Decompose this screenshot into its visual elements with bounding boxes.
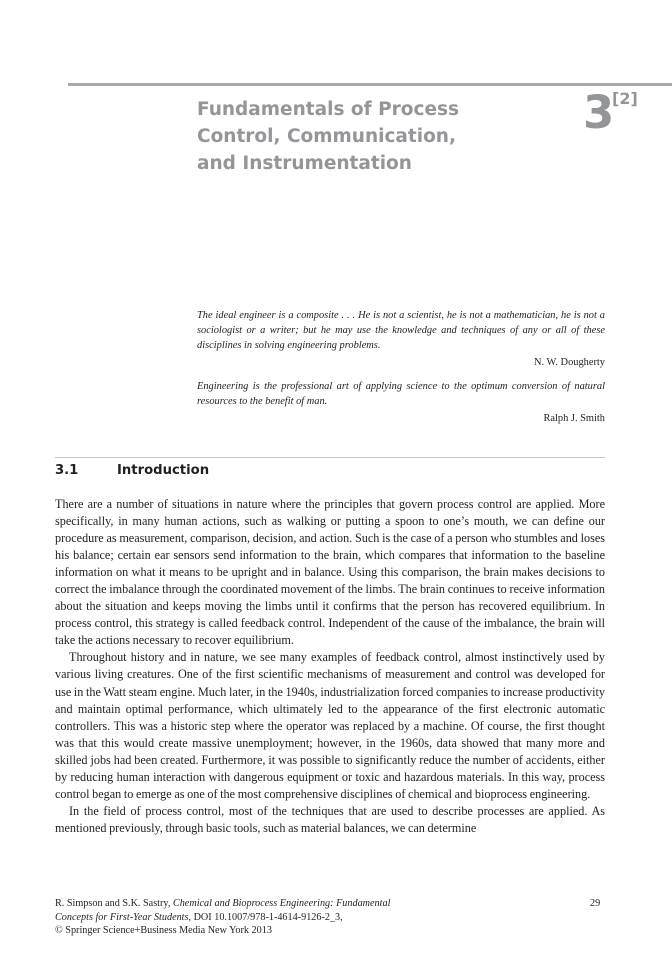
footer-line-1: [55, 897, 605, 911]
chapter-title-line-2: Control, Communication,: [197, 126, 457, 147]
epigraph-quote-2: Engineering is the professional art of applying science to the optimum conversion of natural resources to the benefit of man.: [197, 381, 605, 407]
paragraph-1: There are a number of situations in nature where the principles that govern process control are applied. More specifically, in many human actions, such as walking or putting a spoon to one’s mouth, we can define our procedure as measurement, comparison, decision, and action. Such is the case of a person who stumbles and loses his balance; certain ear sensors send information to the brain, which compares that information to the baseline information on what it means to be upright and in balance. Using this comparison, the brain makes decisions to correct the imbalance through the coordinated movement of the limbs. The brain continues to receive information about the situation and keeps moving the limbs until it confirms that the person has recovered equilibrium. In process control, this strategy is called feedback control. Independent of the cause of the imbalance, the brain will take the actions necessary to recover equilibrium.: [55, 497, 605, 648]
epigraphs: [197, 308, 605, 426]
top-rule: [68, 83, 672, 86]
footer-book-title-2: Concepts for First-Year Students: [55, 911, 189, 923]
chapter-number: 3: [583, 86, 615, 139]
chapter-title-line-3: and Instrumentation: [197, 153, 412, 174]
chapter-reference: [2]: [612, 89, 638, 108]
footer-citation: [55, 897, 605, 938]
paragraph-3: In the field of process control, most of the techniques that are used to describe processes are applied. As mentioned previously, through basic tools, such as material balances, we can determine: [55, 803, 605, 835]
page-number: 29: [590, 898, 601, 909]
body-text: [55, 496, 605, 837]
epigraph-quote-1: The ideal engineer is a composite . . . He is not a scientist, he is not a mathematician, he is not a sociologist or a writer; but he may use the knowledge and techniques of any or all of these disciplines in solving engineering problems.: [197, 310, 605, 351]
footer-copyright: © Springer Science+Business Media New York 2013: [55, 925, 272, 937]
footer-authors: R. Simpson and S.K. Sastry,: [55, 898, 173, 909]
section-heading: [55, 463, 209, 478]
epigraph-author-1: N. W. Dougherty: [534, 357, 605, 368]
section-number: 3.1: [55, 463, 79, 478]
chapter-title: [197, 96, 497, 177]
section-title: Introduction: [117, 463, 210, 478]
chapter-title-line-1: Fundamentals of Process: [197, 99, 460, 120]
epigraph-author-2: Ralph J. Smith: [543, 413, 605, 424]
footer-line-2: [55, 911, 605, 925]
section-rule: [55, 457, 605, 458]
paragraph-2: Throughout history and in nature, we see many examples of feedback control, almost instinctively used by various living creatures. One of the first scientific mechanisms of measurement and control was developed for use in the Watt steam engine. Much later, in the 1940s, industrialization forced companies to increase productivity and maintain optimal performance, which ultimately led to the appearance of the first electronic automatic controllers. This was a historic step where the operator was replaced by a machine. Of course, the first thought was that this would create massive unemployment; however, in the 1960s, data showed that many more and skilled jobs had been created. Furthermore, it was possible to significantly reduce the number of accidents, either by reducing human interaction with dangerous equipment or toxic and hazardous materials. In this way, process control began to emerge as one of the most comprehensive disciplines of chemical and bioprocess engineering.: [55, 650, 606, 801]
footer-doi: , DOI 10.1007/978-1-4614-9126-2_3,: [188, 911, 343, 923]
footer-book-title-1: Chemical and Bioprocess Engineering: Fundamental: [172, 898, 391, 909]
